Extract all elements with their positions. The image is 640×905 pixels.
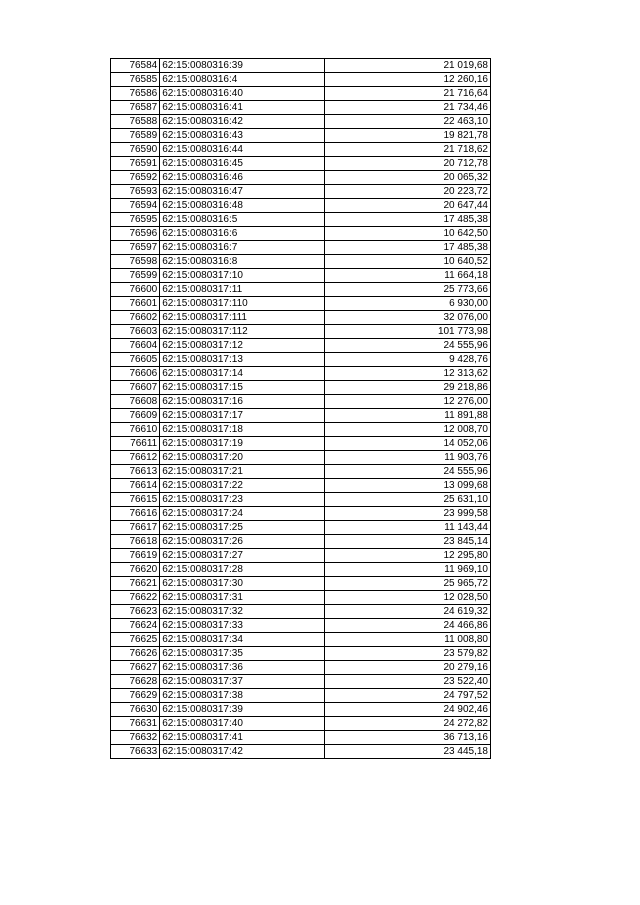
row-number-cell: 76587 bbox=[111, 101, 160, 115]
row-number-cell: 76617 bbox=[111, 521, 160, 535]
row-number-cell: 76598 bbox=[111, 255, 160, 269]
cadastral-number-cell: 62:15:0080317:26 bbox=[160, 535, 325, 549]
table-row bbox=[111, 703, 491, 717]
row-number-cell: 76630 bbox=[111, 703, 160, 717]
cadastral-number-cell: 62:15:0080316:42 bbox=[160, 115, 325, 129]
cadastral-number-cell: 62:15:0080317:16 bbox=[160, 395, 325, 409]
table-row bbox=[111, 689, 491, 703]
cadastral-number-cell: 62:15:0080316:40 bbox=[160, 87, 325, 101]
value-cell: 6 930,00 bbox=[325, 297, 491, 311]
value-cell: 10 640,52 bbox=[325, 255, 491, 269]
table-row bbox=[111, 717, 491, 731]
row-number-cell: 76618 bbox=[111, 535, 160, 549]
row-number-cell: 76625 bbox=[111, 633, 160, 647]
table-row bbox=[111, 647, 491, 661]
value-cell: 12 260,16 bbox=[325, 73, 491, 87]
value-cell: 9 428,76 bbox=[325, 353, 491, 367]
value-cell: 24 555,96 bbox=[325, 339, 491, 353]
row-number-cell: 76624 bbox=[111, 619, 160, 633]
cadastral-number-cell: 62:15:0080317:40 bbox=[160, 717, 325, 731]
cadastral-number-cell: 62:15:0080316:48 bbox=[160, 199, 325, 213]
value-cell: 21 019,68 bbox=[325, 59, 491, 73]
row-number-cell: 76612 bbox=[111, 451, 160, 465]
cadastral-number-cell: 62:15:0080317:17 bbox=[160, 409, 325, 423]
value-cell: 10 642,50 bbox=[325, 227, 491, 241]
value-cell: 21 734,46 bbox=[325, 101, 491, 115]
value-cell: 29 218,86 bbox=[325, 381, 491, 395]
cadastral-number-cell: 62:15:0080317:39 bbox=[160, 703, 325, 717]
cadastral-number-cell: 62:15:0080316:46 bbox=[160, 171, 325, 185]
row-number-cell: 76586 bbox=[111, 87, 160, 101]
table-row bbox=[111, 101, 491, 115]
row-number-cell: 76628 bbox=[111, 675, 160, 689]
table-row bbox=[111, 633, 491, 647]
row-number-cell: 76599 bbox=[111, 269, 160, 283]
row-number-cell: 76623 bbox=[111, 605, 160, 619]
cadastral-number-cell: 62:15:0080317:112 bbox=[160, 325, 325, 339]
table-row bbox=[111, 521, 491, 535]
cadastral-number-cell: 62:15:0080316:6 bbox=[160, 227, 325, 241]
cadastral-number-cell: 62:15:0080317:28 bbox=[160, 563, 325, 577]
value-cell: 23 445,18 bbox=[325, 745, 491, 759]
row-number-cell: 76631 bbox=[111, 717, 160, 731]
value-cell: 17 485,38 bbox=[325, 213, 491, 227]
table-row bbox=[111, 185, 491, 199]
row-number-cell: 76606 bbox=[111, 367, 160, 381]
row-number-cell: 76615 bbox=[111, 493, 160, 507]
cadastral-number-cell: 62:15:0080316:47 bbox=[160, 185, 325, 199]
row-number-cell: 76629 bbox=[111, 689, 160, 703]
value-cell: 11 143,44 bbox=[325, 521, 491, 535]
cadastral-number-cell: 62:15:0080317:33 bbox=[160, 619, 325, 633]
cadastral-number-cell: 62:15:0080317:111 bbox=[160, 311, 325, 325]
cadastral-number-cell: 62:15:0080317:110 bbox=[160, 297, 325, 311]
row-number-cell: 76633 bbox=[111, 745, 160, 759]
row-number-cell: 76632 bbox=[111, 731, 160, 745]
table-row bbox=[111, 87, 491, 101]
cadastral-number-cell: 62:15:0080317:19 bbox=[160, 437, 325, 451]
value-cell: 101 773,98 bbox=[325, 325, 491, 339]
table-row bbox=[111, 311, 491, 325]
cadastral-number-cell: 62:15:0080317:38 bbox=[160, 689, 325, 703]
table-row bbox=[111, 269, 491, 283]
table-row bbox=[111, 731, 491, 745]
cadastral-number-cell: 62:15:0080317:25 bbox=[160, 521, 325, 535]
row-number-cell: 76614 bbox=[111, 479, 160, 493]
table-row bbox=[111, 59, 491, 73]
row-number-cell: 76594 bbox=[111, 199, 160, 213]
table-row bbox=[111, 325, 491, 339]
value-cell: 12 008,70 bbox=[325, 423, 491, 437]
value-cell: 20 223,72 bbox=[325, 185, 491, 199]
cadastral-number-cell: 62:15:0080317:31 bbox=[160, 591, 325, 605]
value-cell: 20 712,78 bbox=[325, 157, 491, 171]
value-cell: 23 522,40 bbox=[325, 675, 491, 689]
value-cell: 36 713,16 bbox=[325, 731, 491, 745]
cadastral-number-cell: 62:15:0080317:36 bbox=[160, 661, 325, 675]
cadastral-number-cell: 62:15:0080317:41 bbox=[160, 731, 325, 745]
table-row bbox=[111, 213, 491, 227]
value-cell: 12 295,80 bbox=[325, 549, 491, 563]
value-cell: 23 999,58 bbox=[325, 507, 491, 521]
row-number-cell: 76597 bbox=[111, 241, 160, 255]
value-cell: 13 099,68 bbox=[325, 479, 491, 493]
table-row bbox=[111, 353, 491, 367]
cadastral-number-cell: 62:15:0080317:15 bbox=[160, 381, 325, 395]
value-cell: 19 821,78 bbox=[325, 129, 491, 143]
value-cell: 24 466,86 bbox=[325, 619, 491, 633]
row-number-cell: 76603 bbox=[111, 325, 160, 339]
value-cell: 11 903,76 bbox=[325, 451, 491, 465]
row-number-cell: 76600 bbox=[111, 283, 160, 297]
cadastral-value-table bbox=[110, 58, 491, 759]
row-number-cell: 76593 bbox=[111, 185, 160, 199]
cadastral-number-cell: 62:15:0080317:37 bbox=[160, 675, 325, 689]
value-cell: 32 076,00 bbox=[325, 311, 491, 325]
cadastral-number-cell: 62:15:0080317:20 bbox=[160, 451, 325, 465]
table-row bbox=[111, 199, 491, 213]
cadastral-number-cell: 62:15:0080316:45 bbox=[160, 157, 325, 171]
row-number-cell: 76595 bbox=[111, 213, 160, 227]
row-number-cell: 76608 bbox=[111, 395, 160, 409]
value-cell: 17 485,38 bbox=[325, 241, 491, 255]
table-row bbox=[111, 129, 491, 143]
table-row bbox=[111, 409, 491, 423]
table-row bbox=[111, 115, 491, 129]
table-row bbox=[111, 227, 491, 241]
value-cell: 25 773,66 bbox=[325, 283, 491, 297]
row-number-cell: 76607 bbox=[111, 381, 160, 395]
row-number-cell: 76621 bbox=[111, 577, 160, 591]
table-row bbox=[111, 255, 491, 269]
cadastral-number-cell: 62:15:0080317:35 bbox=[160, 647, 325, 661]
table-row bbox=[111, 157, 491, 171]
value-cell: 21 718,62 bbox=[325, 143, 491, 157]
table-row bbox=[111, 465, 491, 479]
cadastral-number-cell: 62:15:0080316:8 bbox=[160, 255, 325, 269]
table-row bbox=[111, 563, 491, 577]
row-number-cell: 76620 bbox=[111, 563, 160, 577]
value-cell: 14 052,06 bbox=[325, 437, 491, 451]
row-number-cell: 76619 bbox=[111, 549, 160, 563]
value-cell: 24 272,82 bbox=[325, 717, 491, 731]
table-row bbox=[111, 437, 491, 451]
cadastral-number-cell: 62:15:0080317:24 bbox=[160, 507, 325, 521]
table-row bbox=[111, 367, 491, 381]
table-row bbox=[111, 395, 491, 409]
cadastral-number-cell: 62:15:0080316:4 bbox=[160, 73, 325, 87]
value-cell: 12 276,00 bbox=[325, 395, 491, 409]
row-number-cell: 76585 bbox=[111, 73, 160, 87]
row-number-cell: 76616 bbox=[111, 507, 160, 521]
value-cell: 23 579,82 bbox=[325, 647, 491, 661]
table-row bbox=[111, 577, 491, 591]
table-row bbox=[111, 591, 491, 605]
row-number-cell: 76596 bbox=[111, 227, 160, 241]
row-number-cell: 76609 bbox=[111, 409, 160, 423]
row-number-cell: 76602 bbox=[111, 311, 160, 325]
row-number-cell: 76590 bbox=[111, 143, 160, 157]
cadastral-number-cell: 62:15:0080316:39 bbox=[160, 59, 325, 73]
cadastral-number-cell: 62:15:0080316:43 bbox=[160, 129, 325, 143]
value-cell: 12 313,62 bbox=[325, 367, 491, 381]
value-cell: 24 902,46 bbox=[325, 703, 491, 717]
row-number-cell: 76592 bbox=[111, 171, 160, 185]
table-row bbox=[111, 339, 491, 353]
value-cell: 11 969,10 bbox=[325, 563, 491, 577]
row-number-cell: 76611 bbox=[111, 437, 160, 451]
value-cell: 21 716,64 bbox=[325, 87, 491, 101]
row-number-cell: 76605 bbox=[111, 353, 160, 367]
table-row bbox=[111, 745, 491, 759]
row-number-cell: 76604 bbox=[111, 339, 160, 353]
cadastral-number-cell: 62:15:0080317:14 bbox=[160, 367, 325, 381]
value-cell: 24 555,96 bbox=[325, 465, 491, 479]
table-row bbox=[111, 423, 491, 437]
cadastral-number-cell: 62:15:0080317:10 bbox=[160, 269, 325, 283]
row-number-cell: 76601 bbox=[111, 297, 160, 311]
row-number-cell: 76610 bbox=[111, 423, 160, 437]
cadastral-number-cell: 62:15:0080317:18 bbox=[160, 423, 325, 437]
cadastral-number-cell: 62:15:0080316:44 bbox=[160, 143, 325, 157]
cadastral-number-cell: 62:15:0080317:22 bbox=[160, 479, 325, 493]
cadastral-number-cell: 62:15:0080316:7 bbox=[160, 241, 325, 255]
cadastral-number-cell: 62:15:0080317:21 bbox=[160, 465, 325, 479]
value-cell: 20 065,32 bbox=[325, 171, 491, 185]
value-cell: 24 797,52 bbox=[325, 689, 491, 703]
table-row bbox=[111, 143, 491, 157]
table-row bbox=[111, 619, 491, 633]
value-cell: 11 891,88 bbox=[325, 409, 491, 423]
table-row bbox=[111, 297, 491, 311]
row-number-cell: 76627 bbox=[111, 661, 160, 675]
table-row bbox=[111, 507, 491, 521]
cadastral-number-cell: 62:15:0080317:23 bbox=[160, 493, 325, 507]
value-cell: 22 463,10 bbox=[325, 115, 491, 129]
table-row bbox=[111, 381, 491, 395]
value-cell: 11 664,18 bbox=[325, 269, 491, 283]
value-cell: 20 647,44 bbox=[325, 199, 491, 213]
value-cell: 25 965,72 bbox=[325, 577, 491, 591]
row-number-cell: 76584 bbox=[111, 59, 160, 73]
table-row bbox=[111, 493, 491, 507]
table-row bbox=[111, 605, 491, 619]
value-cell: 25 631,10 bbox=[325, 493, 491, 507]
value-cell: 24 619,32 bbox=[325, 605, 491, 619]
row-number-cell: 76613 bbox=[111, 465, 160, 479]
row-number-cell: 76626 bbox=[111, 647, 160, 661]
row-number-cell: 76622 bbox=[111, 591, 160, 605]
table-row bbox=[111, 171, 491, 185]
value-cell: 20 279,16 bbox=[325, 661, 491, 675]
table-row bbox=[111, 241, 491, 255]
cadastral-number-cell: 62:15:0080316:5 bbox=[160, 213, 325, 227]
table-row bbox=[111, 73, 491, 87]
table-row bbox=[111, 479, 491, 493]
cadastral-number-cell: 62:15:0080317:13 bbox=[160, 353, 325, 367]
table-row bbox=[111, 661, 491, 675]
cadastral-number-cell: 62:15:0080317:12 bbox=[160, 339, 325, 353]
cadastral-number-cell: 62:15:0080317:42 bbox=[160, 745, 325, 759]
value-cell: 23 845,14 bbox=[325, 535, 491, 549]
cadastral-number-cell: 62:15:0080317:30 bbox=[160, 577, 325, 591]
table-body bbox=[111, 59, 491, 759]
table-row bbox=[111, 283, 491, 297]
table-row bbox=[111, 535, 491, 549]
cadastral-number-cell: 62:15:0080317:27 bbox=[160, 549, 325, 563]
table-row bbox=[111, 549, 491, 563]
value-cell: 11 008,80 bbox=[325, 633, 491, 647]
cadastral-number-cell: 62:15:0080317:11 bbox=[160, 283, 325, 297]
value-cell: 12 028,50 bbox=[325, 591, 491, 605]
row-number-cell: 76591 bbox=[111, 157, 160, 171]
table-row bbox=[111, 675, 491, 689]
row-number-cell: 76588 bbox=[111, 115, 160, 129]
cadastral-number-cell: 62:15:0080316:41 bbox=[160, 101, 325, 115]
cadastral-number-cell: 62:15:0080317:34 bbox=[160, 633, 325, 647]
cadastral-number-cell: 62:15:0080317:32 bbox=[160, 605, 325, 619]
table-row bbox=[111, 451, 491, 465]
row-number-cell: 76589 bbox=[111, 129, 160, 143]
